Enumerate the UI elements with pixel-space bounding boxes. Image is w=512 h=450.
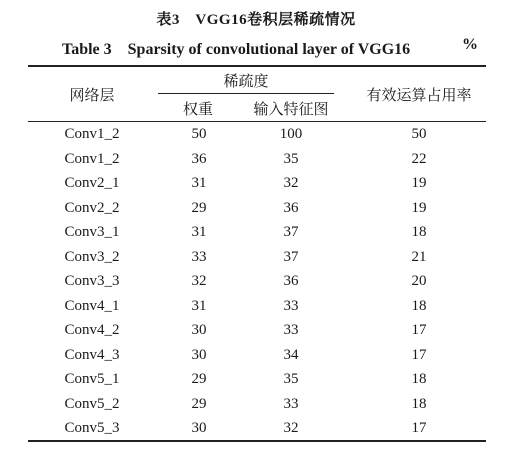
table-title-chinese: 表3 VGG16卷积层稀疏情况 xyxy=(156,12,356,28)
table-row xyxy=(0,149,512,174)
cell-feature-map: 36 xyxy=(283,199,299,216)
cell-feature-map: 35 xyxy=(283,371,299,387)
cell-feature-map: 34 xyxy=(283,346,299,363)
cell-effective-op: 19 xyxy=(411,199,427,216)
cell-layer: Conv5_1 xyxy=(64,371,120,387)
cell-layer: Conv5_2 xyxy=(64,395,120,412)
header-feature-map: 输入特征图 xyxy=(253,102,329,118)
header-layer: 网络层 xyxy=(69,88,115,104)
cell-layer: Conv4_2 xyxy=(64,322,120,338)
cell-effective-op: 22 xyxy=(411,150,427,167)
cell-weight: 29 xyxy=(191,371,207,387)
table-row xyxy=(0,345,512,370)
cell-feature-map: 100 xyxy=(279,126,303,142)
cell-feature-map: 33 xyxy=(283,395,299,412)
cell-feature-map: 32 xyxy=(283,420,299,436)
table-body xyxy=(0,124,512,443)
cell-layer: Conv2_1 xyxy=(64,175,120,191)
cell-feature-map: 36 xyxy=(283,273,299,289)
table-row xyxy=(0,320,512,345)
cell-effective-op: 18 xyxy=(411,297,427,314)
table-header-rule xyxy=(28,121,486,122)
cell-weight: 32 xyxy=(191,273,207,289)
header-effective-op: 有效运算占用率 xyxy=(366,88,472,104)
cell-layer: Conv2_2 xyxy=(64,199,120,216)
header-sparsity: 稀疏度 xyxy=(223,74,269,90)
table-row xyxy=(0,222,512,247)
table-row xyxy=(0,369,512,394)
cell-weight: 30 xyxy=(191,420,207,436)
cell-weight: 50 xyxy=(191,126,207,142)
cell-effective-op: 18 xyxy=(411,395,427,412)
table-row xyxy=(0,247,512,272)
table-row xyxy=(0,418,512,443)
cell-effective-op: 21 xyxy=(411,248,427,265)
cell-layer: Conv4_3 xyxy=(64,346,120,363)
cell-feature-map: 33 xyxy=(283,297,299,314)
cell-effective-op: 50 xyxy=(411,126,427,142)
table-title-english: Table 3 Sparsity of convolutional layer of VGG16 xyxy=(62,41,411,58)
cell-layer: Conv3_3 xyxy=(64,273,120,289)
cell-layer: Conv1_2 xyxy=(64,126,120,142)
cell-effective-op: 17 xyxy=(411,420,427,436)
cell-effective-op: 18 xyxy=(411,224,427,240)
cell-layer: Conv4_1 xyxy=(64,297,120,314)
cell-effective-op: 19 xyxy=(411,175,427,191)
cell-weight: 31 xyxy=(191,175,207,191)
cell-weight: 30 xyxy=(191,322,207,338)
cell-weight: 29 xyxy=(191,199,207,216)
cell-weight: 31 xyxy=(191,224,207,240)
cell-layer: Conv3_1 xyxy=(64,224,120,240)
cell-weight: 30 xyxy=(191,346,207,363)
cell-effective-op: 17 xyxy=(411,322,427,338)
sparsity-header-rule xyxy=(158,93,334,94)
cell-effective-op: 17 xyxy=(411,346,427,363)
cell-layer: Conv1_2 xyxy=(64,150,120,167)
cell-weight: 33 xyxy=(191,248,207,265)
table-row xyxy=(0,173,512,198)
cell-feature-map: 32 xyxy=(283,175,299,191)
table-top-rule xyxy=(28,65,486,67)
cell-feature-map: 37 xyxy=(283,248,299,265)
cell-effective-op: 18 xyxy=(411,371,427,387)
table-row xyxy=(0,271,512,296)
cell-feature-map: 35 xyxy=(283,150,299,167)
table-row xyxy=(0,296,512,321)
cell-layer: Conv3_2 xyxy=(64,248,120,265)
cell-weight: 31 xyxy=(191,297,207,314)
cell-feature-map: 33 xyxy=(283,322,299,338)
table-unit: % xyxy=(462,36,478,53)
cell-weight: 29 xyxy=(191,395,207,412)
cell-layer: Conv5_3 xyxy=(64,420,120,436)
header-weight: 权重 xyxy=(182,102,214,118)
cell-weight: 36 xyxy=(191,150,207,167)
cell-feature-map: 37 xyxy=(283,224,299,240)
table-row xyxy=(0,124,512,149)
table-row xyxy=(0,394,512,419)
cell-effective-op: 20 xyxy=(411,273,427,289)
table-row xyxy=(0,198,512,223)
